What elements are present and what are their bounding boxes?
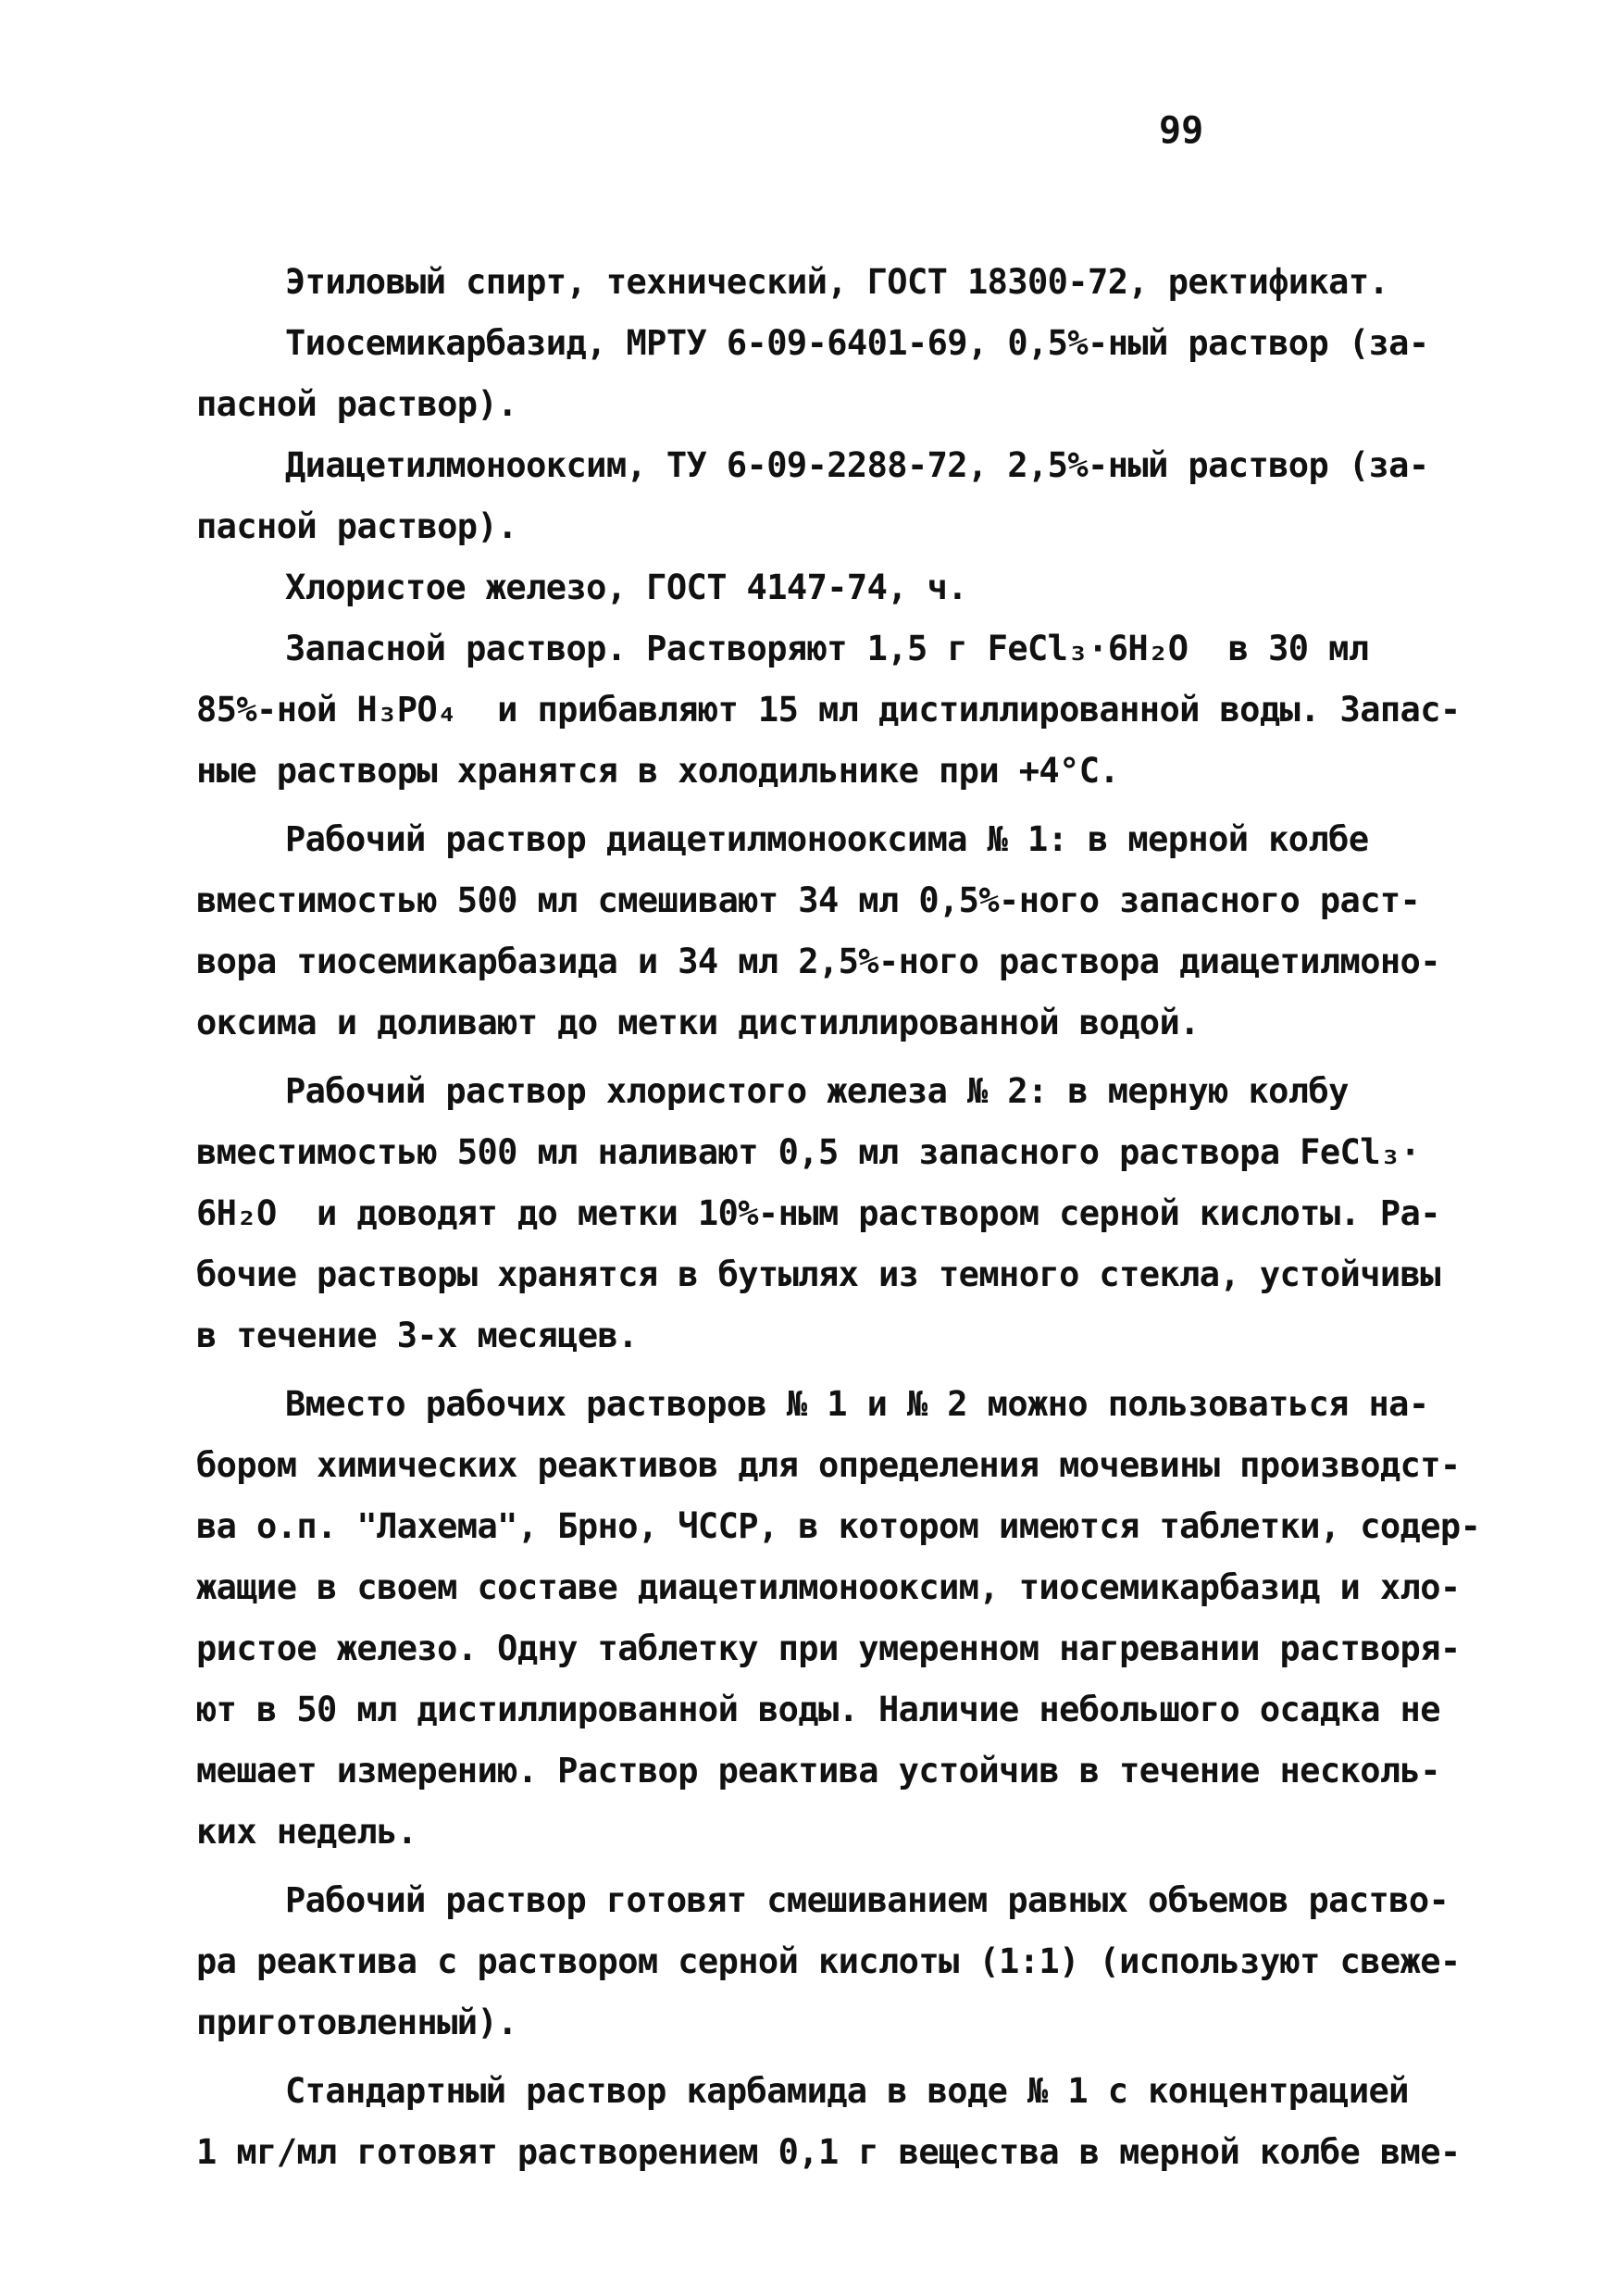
text-line: Стандартный раствор карбамида в воде № 1 с концентрацией — [285, 2071, 1409, 2111]
text-line: 6H₂O и доводят до метки 10%-ным раствором серной кислоты. Ра- — [196, 1193, 1440, 1233]
text-line: Диацетилмонооксим, ТУ 6-09-2288-72, 2,5%-ный раствор (за- — [285, 445, 1429, 485]
text-line: бочие растворы хранятся в бутылях из темного стекла, устойчивы — [196, 1254, 1440, 1294]
text-line: в течение 3-х месяцев. — [196, 1316, 638, 1355]
text-line: пасной раствор). — [196, 384, 517, 424]
text-line: 85%-ной H₃PO₄ и прибавляют 15 мл дистиллированной воды. Запас- — [196, 690, 1461, 730]
text-line: бором химических реактивов для определения мочевины производст- — [196, 1445, 1461, 1485]
text-line: вора тиосемикарбазида и 34 мл 2,5%-ного раствора диацетилмоно- — [196, 942, 1440, 981]
text-line: Вместо рабочих растворов № 1 и № 2 можно пользоваться на- — [285, 1384, 1429, 1424]
text-line: Запасной раствор. Растворяют 1,5 г FeCl₃·6H₂O в 30 мл — [285, 629, 1369, 668]
text-line: приготовленный). — [196, 2003, 517, 2042]
text-line: пасной раствор). — [196, 506, 517, 546]
text-line: ва о.п. "Лахема", Брно, ЧССР, в котором имеются таблетки, содер- — [196, 1506, 1481, 1546]
text-line: Хлористое железо, ГОСТ 4147-74, ч. — [285, 568, 967, 607]
text-line: ких недель. — [196, 1812, 417, 1852]
text-line: ра реактива с раствором серной кислоты (1:1) (используют свеже- — [196, 1941, 1461, 1981]
text-line: Рабочий раствор диацетилмонооксима № 1: в мерной колбе — [285, 819, 1369, 859]
document-body — [196, 252, 1481, 2183]
text-line: мешает измерению. Раствор реактива устойчив в течение несколь- — [196, 1751, 1440, 1791]
text-line: Тиосемикарбазид, МРТУ 6-09-6401-69, 0,5%-ный раствор (за- — [285, 323, 1429, 363]
text-line: жащие в своем составе диацетилмонооксим, тиосемикарбазид и хло- — [196, 1567, 1461, 1607]
text-line: вместимостью 500 мл наливают 0,5 мл запасного раствора FeCl₃· — [196, 1132, 1421, 1172]
text-line: 1 мг/мл готовят растворением 0,1 г вещества в мерной колбе вме- — [196, 2132, 1461, 2172]
text-line: Этиловый спирт, технический, ГОСТ 18300-72, ректификат. — [285, 262, 1389, 302]
text-line: Рабочий раствор готовят смешиванием равных объемов раство- — [285, 1880, 1450, 1920]
page-number: 99 — [1159, 109, 1204, 152]
text-line: ристое железо. Одну таблетку при умеренном нагревании растворя- — [196, 1628, 1461, 1668]
text-line: оксима и доливают до метки дистиллированной водой. — [196, 1003, 1200, 1042]
text-line: Рабочий раствор хлористого железа № 2: в мерную колбу — [285, 1071, 1349, 1111]
text-line: ют в 50 мл дистиллированной воды. Наличие небольшого осадка не — [196, 1690, 1440, 1729]
text-line: ные растворы хранятся в холодильнике при +4°С. — [196, 751, 1120, 791]
text-line: вместимостью 500 мл смешивают 34 мл 0,5%-ного запасного раст- — [196, 880, 1421, 920]
